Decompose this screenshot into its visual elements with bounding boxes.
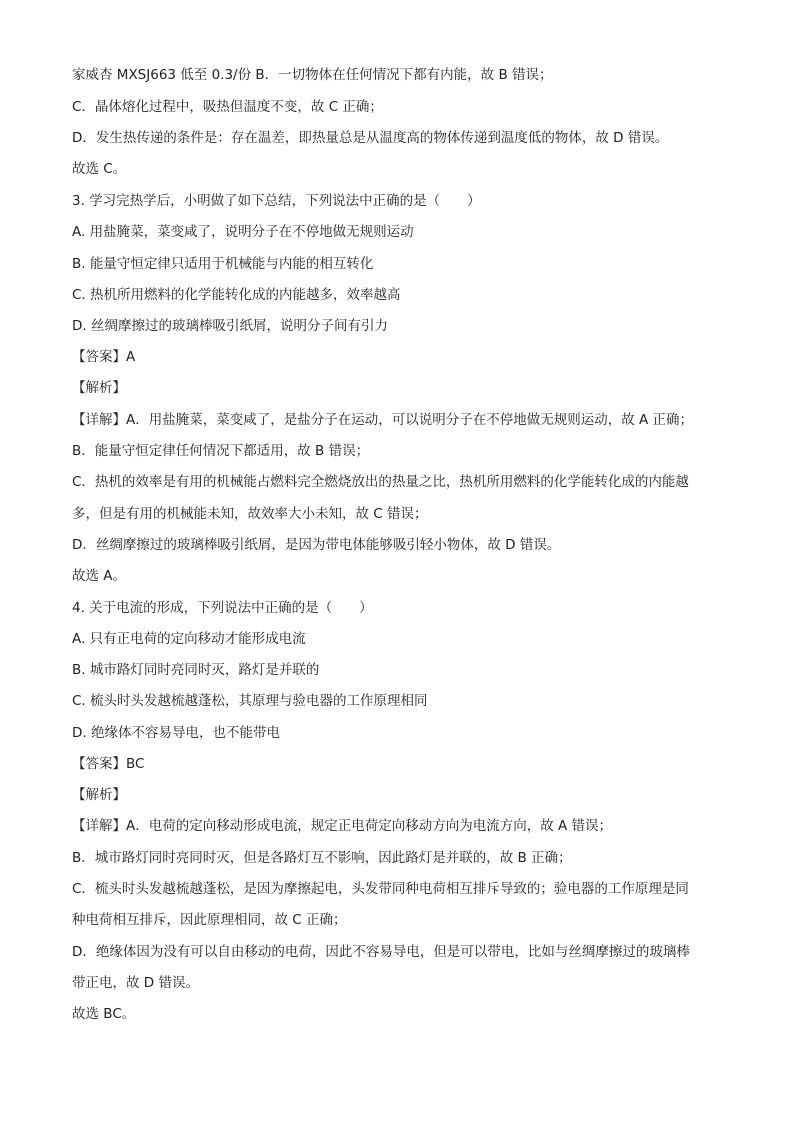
analysis-label: 【解析】 bbox=[72, 380, 126, 396]
text-line: 种电荷相互排斥，因此原理相同，故 C 正确； bbox=[72, 912, 347, 928]
text-line: B．能量守恒定律任何情况下都适用，故 B 错误； bbox=[72, 443, 370, 459]
text-line: 【详解】A．用盐腌菜，菜变咸了，是盐分子在运动，可以说明分子在不停地做无规则运动，故 A 正确； bbox=[72, 412, 694, 428]
option-b: B. 城市路灯同时亮同时灭，路灯是并联的 bbox=[72, 662, 320, 678]
option-a: A. 只有正电荷的定向移动才能形成电流 bbox=[72, 631, 306, 647]
text-line: 故选 A。 bbox=[72, 568, 127, 584]
answer-label: 【答案】A bbox=[72, 349, 136, 365]
text-line: 多，但是有用的机械能未知，故效率大小未知，故 C 错误； bbox=[72, 506, 428, 522]
text-line: D．绝缘体因为没有可以自由移动的电荷，因此不容易导电，但是可以带电，比如与丝绸摩擦过的玻璃棒 bbox=[72, 944, 690, 960]
text-line: D．发生热传递的条件是：存在温差，即热量总是从温度高的物体传递到温度低的物体，故 D 错误。 bbox=[72, 130, 669, 146]
question-4-stem: 4. 关于电流的形成，下列说法中正确的是（ ） bbox=[72, 600, 373, 616]
analysis-label: 【解析】 bbox=[72, 787, 126, 803]
text-line: 【详解】A．电荷的定向移动形成电流，规定正电荷定向移动方向为电流方向，故 A 错误； bbox=[72, 818, 613, 834]
text-line: C．梳头时头发越梳越蓬松，是因为摩擦起电，头发带同种电荷相互排斥导致的；验电器的工作原理是同 bbox=[72, 881, 689, 897]
text-line: B．城市路灯同时亮同时灭，但是各路灯互不影响，因此路灯是并联的，故 B 正确； bbox=[72, 850, 572, 866]
option-c: C. 热机所用燃料的化学能转化成的内能越多，效率越高 bbox=[72, 287, 401, 303]
option-a: A. 用盐腌菜，菜变咸了，说明分子在不停地做无规则运动 bbox=[72, 224, 414, 240]
text-line: C．晶体熔化过程中，吸热但温度不变，故 C 正确； bbox=[72, 99, 383, 115]
option-d: D. 绝缘体不容易导电，也不能带电 bbox=[72, 725, 280, 741]
option-c: C. 梳头时头发越梳越蓬松，其原理与验电器的工作原理相同 bbox=[72, 693, 428, 709]
text-line: D．丝绸摩擦过的玻璃棒吸引纸屑，是因为带电体能够吸引轻小物体，故 D 错误。 bbox=[72, 537, 561, 553]
answer-label: 【答案】BC bbox=[72, 756, 145, 772]
text-line: 家威杏 MXSJ663 低至 0.3/份 B．一切物体在任何情况下都有内能，故 B 错误； bbox=[72, 67, 553, 83]
option-b: B. 能量守恒定律只适用于机械能与内能的相互转化 bbox=[72, 256, 374, 272]
text-line: 故选 C。 bbox=[72, 161, 127, 177]
text-line: C．热机的效率是有用的机械能占燃料完全燃烧放出的热量之比，热机所用燃料的化学能转化成的内能越 bbox=[72, 474, 689, 490]
text-line: 故选 BC。 bbox=[72, 1006, 136, 1022]
question-3-stem: 3. 学习完热学后，小明做了如下总结，下列说法中正确的是（ ） bbox=[72, 193, 481, 209]
option-d: D. 丝绸摩擦过的玻璃棒吸引纸屑，说明分子间有引力 bbox=[72, 318, 388, 334]
text-line: 带正电，故 D 错误。 bbox=[72, 975, 199, 991]
